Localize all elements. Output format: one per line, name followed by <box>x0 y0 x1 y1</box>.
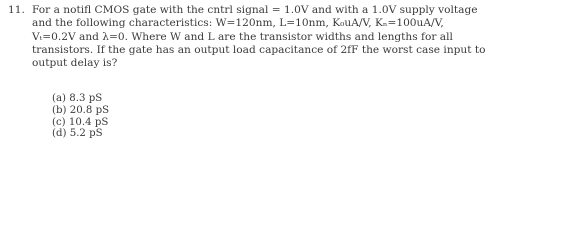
answer-options <box>52 93 109 140</box>
question-line: output delay is? <box>32 57 118 70</box>
question-line: Vₜ=0.2V and λ=0. Where W and L are the transistor widths and lengths for all <box>32 30 453 43</box>
question-block <box>8 4 570 70</box>
question-line: For a notifl CMOS gate with the cntrl signal = 1.0V and with a 1.0V supply voltage <box>32 4 478 16</box>
question-text <box>32 4 570 70</box>
option-b: (b) 20.8 pS <box>52 104 110 116</box>
option-d: (d) 5.2 pS <box>52 128 103 140</box>
option-c: (c) 10.4 pS <box>52 116 109 128</box>
question-line: transistors. If the gate has an output load capacitance of 2fF the worst case input to <box>32 43 486 56</box>
question-line: and the following characteristics: W=120nm, L=10nm, K₀uA/V, Kₙ=100uA/V, <box>32 17 444 30</box>
option-a: (a) 8.3 pS <box>52 93 103 104</box>
question-number: 11. <box>8 4 25 16</box>
